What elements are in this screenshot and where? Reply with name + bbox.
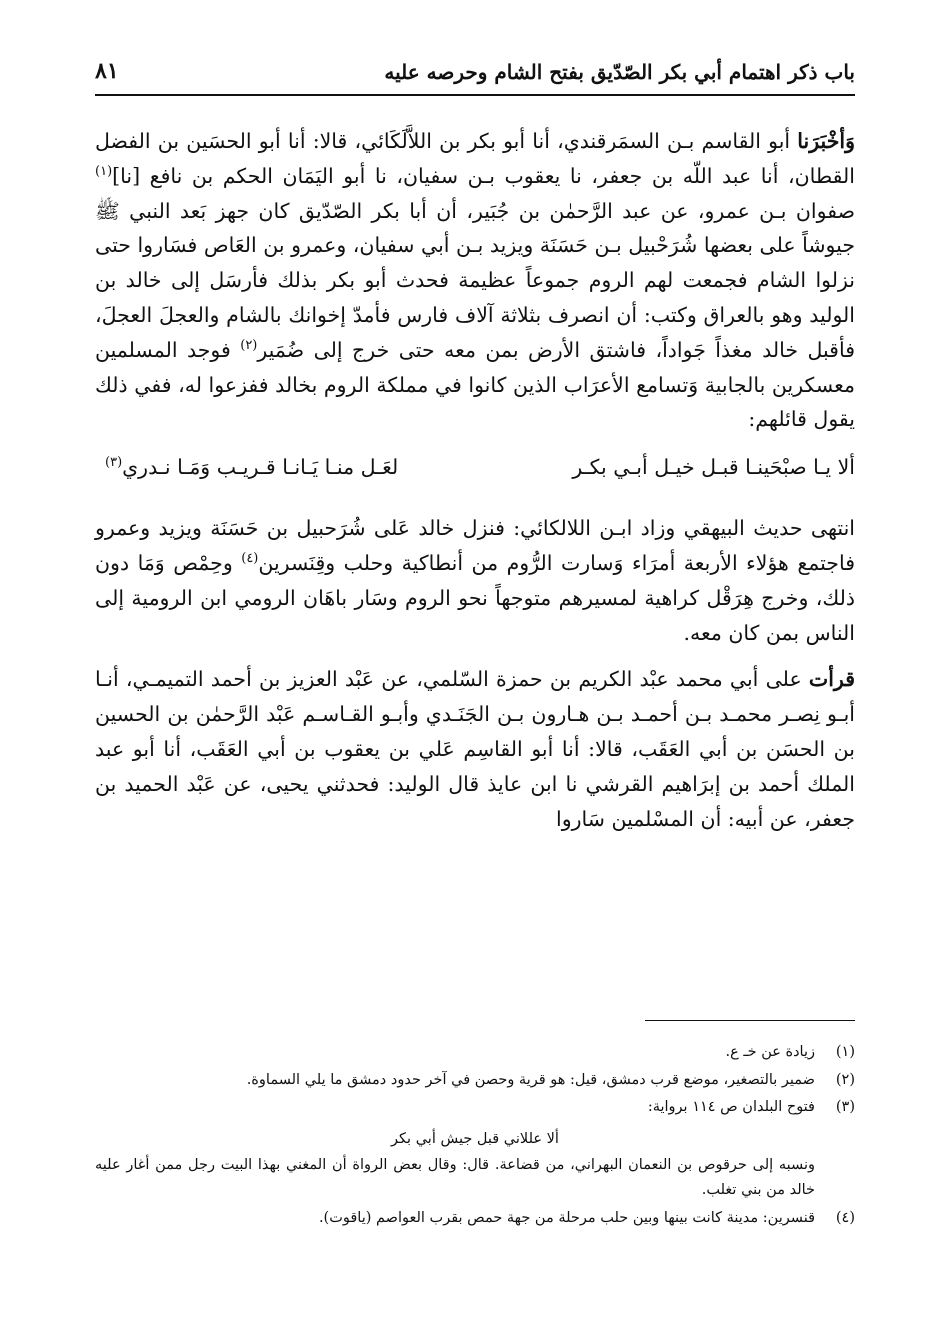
paragraph-1-text-b: صفوان بـن عمرو، عن عبد الرَّحمٰن بن جُبَير، أن أبا بكر الصّدّيق كان جهز بَعد النبي ﷺ جيوشاً على بعضها شُرَحْبيل بـن حَسَنَة ويزيد بـن أبي سفيان، وعمرو بن العَاص فسَاروا حتى نزلوا الشام فجمعت لهم الروم جموعاً عظيمة فحدث أبو بكر بذلك فأرسَل إلى خالد بن الوليد وهو بالعراق وكتب: أن انصرف بثلاثة آلاف فارس فأمدّ إخوانك بالشام والعجلَ العجلَ، فأقبل خالد مغذاً جَواداً، فاشتق الأرض بمن معه حتى خرج إلى ضُمَير — [95, 198, 856, 362]
footnote-number: (١) — [835, 1044, 855, 1060]
paragraph-2-text-a: انتهى حديث البيهقي وزاد ابـن اللالكائي: فنزل خالد عَلى شُرَحبيل بن حَسَنَة ويزيد وعمرو فاجتمع هؤلاء الأربعة أمرَاء وَسارت الرُّوم من أنطاكية وحلب وقِنَسرين — [95, 516, 856, 575]
footnote-ref-4: (٤) — [241, 551, 259, 567]
verse-second-hemistich-text: لعَـل منـا يَـانـا قـريـب وَمَـا نـدري — [122, 455, 399, 480]
paragraph-1-text-a: أبو القاسم بـن السمَرقندي، أنا أبو بكر بن اللاَّلَكَائي، قالا: أنا أبو الحسَين بن الفضل القطان، أنا عبد اللّه بن جعفر، نا يعقوب بـن سفيان، نا أبو اليَمَان الحكم بن نافع [نا] — [95, 129, 855, 188]
footnote-number: (٤) — [835, 1210, 855, 1226]
paragraph-1 — [95, 124, 855, 437]
paragraph-3 — [95, 662, 855, 836]
main-text — [95, 124, 855, 836]
footnote-3 — [95, 1095, 855, 1120]
chapter-title: باب ذكر اهتمام أبي بكر الصّدّيق بفتح الشام وحرصه عليه — [384, 60, 855, 84]
footnote-number: (٣) — [835, 1099, 855, 1115]
footnote-text: ضمير بالتصغير، موضع قرب دمشق، قيل: هو قرية وحصن في آخر حدود دمشق ما يلي السماوة. — [246, 1071, 815, 1088]
footnote-4 — [95, 1206, 855, 1231]
paragraph-3-text: على أبي محمد عبْد الكريم بن حمزة السّلمي، عن عَبْد العزيز بن أحمد التميمـي، أنـا أبـو نِصـر محمـد بـن أحمـد بـن هـارون بـن الجَنَـدي وأبـو القـاسـم عَبْد الرَّحمٰن بن الحسين بن الحسَن بن أبي العَقَب، قالا: أنا أبو القاسِم عَلي بن يعقوب بن أبي العَقَب، أنا أبو عبد الملك أحمد بن إبرَاهيم القرشي نا ابن عايذ قال الوليد: فحدثني يحيى، عن عَبْد الحميد بن جعفر، عن أبيه: أن المسْلمين سَاروا — [95, 667, 855, 831]
page-header — [95, 50, 855, 96]
footnote-number: (٢) — [835, 1071, 855, 1088]
footnote-ref-1: (١) — [95, 163, 113, 179]
footnote-ref-2: (٢) — [240, 337, 258, 353]
verse-second-hemistich — [95, 449, 398, 485]
page-number: ٨١ — [95, 58, 119, 84]
paragraph-1-text-c: فوجد المسلمين معسكرين بالجابية وَتسامع الأعرَاب الذين كانوا في مملكة الروم بخالد ففزعوا له، ففي ذلك يقول قائلهم: — [95, 337, 855, 432]
footnote-3-continuation: ونسبه إلى حرقوص بن النعمان البهراني، من قضاعة. قال: وقال بعض الرواة أن المغني بهذا البيت رجل ممن أغار عليه خالد من بني تغلب. — [95, 1157, 815, 1198]
footnote-ref-3: (٣) — [105, 455, 123, 471]
paragraph-2-text-b: وحِمْص وَمَا دون ذلك، وخرج هِرَقْل كراهية لمسيرهم متوجهاً نحو الروم وسَار باهَان الرومي ابن الرومية إلى الناس بمن كان معه. — [95, 550, 855, 645]
footnote-text: فتوح البلدان ص ١١٤ برواية: — [647, 1099, 815, 1115]
footnotes — [95, 1040, 855, 1234]
footnote-text: قنسرين: مدينة كانت بينها وبين حلب مرحلة من جهة حمص بقرب العواصم (ياقوت). — [318, 1210, 815, 1226]
poem-verse — [95, 449, 855, 485]
footnote-divider — [645, 1020, 855, 1021]
paragraph-1-lead: وَأخْبَرَنا — [797, 129, 855, 153]
footnote-1 — [95, 1040, 855, 1065]
verse-first-hemistich: ألا يـا صبْحَينـا قبـل خيـل أبـي بكـر — [572, 455, 855, 480]
paragraph-3-lead: قرأت — [808, 667, 855, 692]
footnote-2 — [95, 1068, 855, 1093]
footnote-3-verse: ألا عللاني قبل جيش أبي بكر — [391, 1130, 559, 1147]
footnote-text: زيادة عن خـ ع. — [725, 1044, 815, 1060]
paragraph-2 — [95, 511, 855, 650]
